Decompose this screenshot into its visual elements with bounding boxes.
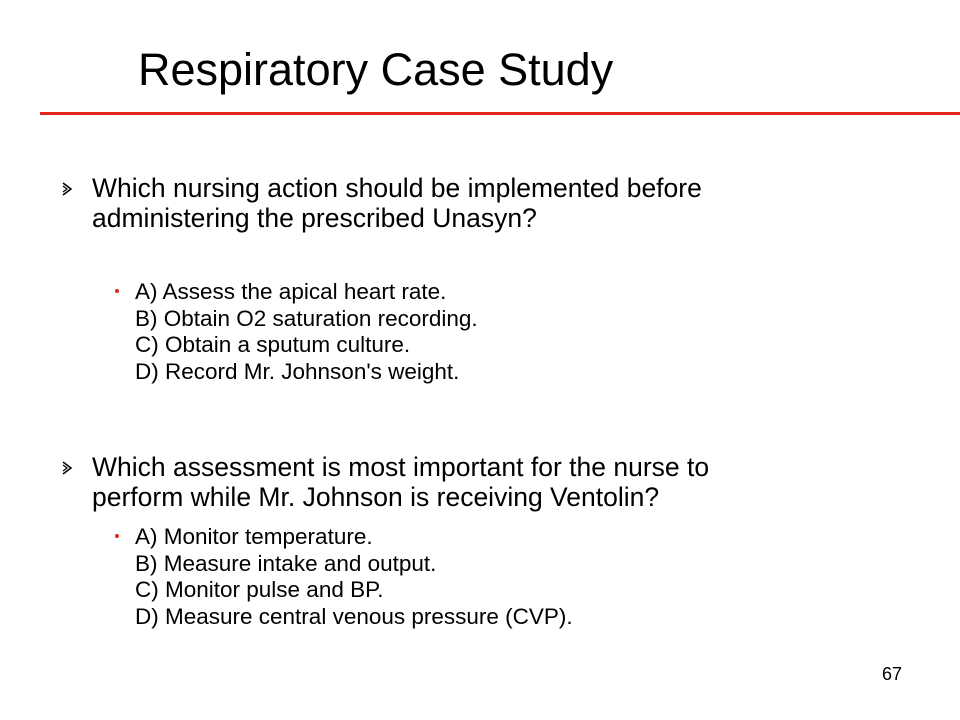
arrow-bullet-icon xyxy=(60,182,74,196)
option-b: B) Obtain O2 saturation recording. xyxy=(135,305,478,331)
page-number: 67 xyxy=(881,664,902,684)
bullet-dot-icon xyxy=(115,534,119,538)
option-a: A) Monitor temperature. xyxy=(135,524,373,549)
question-2-line: perform while Mr. Johnson is receiving Ventolin? xyxy=(92,482,660,512)
option-c: C) Monitor pulse and BP. xyxy=(135,577,384,602)
question-1-options xyxy=(135,279,478,385)
option-a: A) Assess the apical heart rate. xyxy=(135,279,447,304)
question-2-line: Which assessment is most important for the nurse to xyxy=(92,452,710,482)
slide-title: Respiratory Case Study xyxy=(138,44,614,95)
option-b: B) Measure intake and output. xyxy=(135,550,437,576)
question-1-line: Which nursing action should be implemented before xyxy=(92,173,702,203)
question-1-line: administering the prescribed Unasyn? xyxy=(92,203,537,233)
option-d: D) Record Mr. Johnson's weight. xyxy=(135,358,460,384)
option-c: C) Obtain a sputum culture. xyxy=(135,332,411,357)
title-underline xyxy=(40,112,960,115)
question-2-options xyxy=(135,524,573,630)
bullet-dot-icon xyxy=(115,289,119,293)
option-d: D) Measure central venous pressure (CVP). xyxy=(135,603,573,629)
question-2 xyxy=(92,452,912,512)
question-1 xyxy=(92,173,912,233)
arrow-bullet-icon xyxy=(60,461,74,475)
